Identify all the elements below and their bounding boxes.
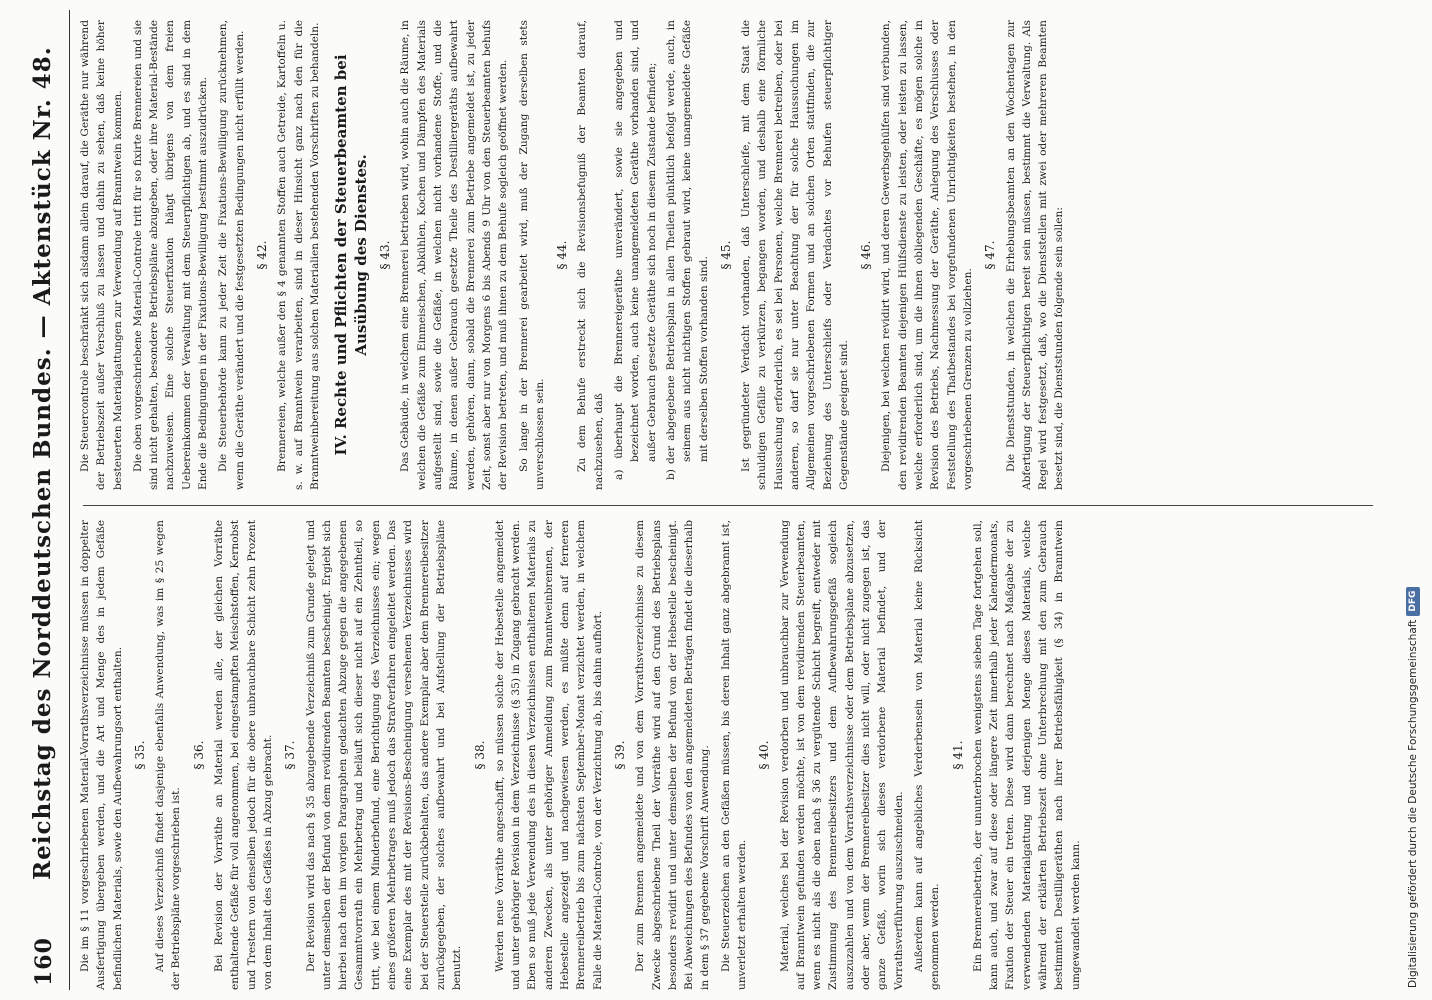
section-number: § 39.	[612, 740, 627, 770]
paragraph: Die Steuerzeichen an den Gefäßen müssen, bis deren Inhalt ganz abgebrannt ist, unverletzt erhalten werden.	[719, 520, 748, 990]
section-number: § 35.	[132, 740, 147, 770]
paragraph: Werden neue Vorräthe angeschafft, so müssen solche der Hebestelle angemeldet und unter gehöriger Revision in dem Verzeichnisse (§ 35) in Zugang gebracht werden. Eben so muß jede Verwendung des in diesen Verzeichnissen enthaltenen Materials zu anderen Zwecken, als unter gehöriger Anmeldung zum Branntweinbrennen, der Hebestelle angezeigt und nachgewiesen werden, es müßte denn auf ferneren Brennereibetrieb bis zum nächsten September-Monat verzichtet werden, in welchem Falle die Material-Controle, von der Verzichtung ab, bis dahin aufhört.	[493, 520, 604, 990]
paragraph: Zu dem Behufe erstreckt sich die Revisionsbefugniß der Beamten darauf, nachzusehen, daß	[576, 20, 605, 490]
paragraph: Außerdem kann auf angebliches Verderbensein von Material keine Rücksicht genommen werden.	[912, 520, 942, 990]
section-number: § 46.	[859, 240, 874, 270]
paragraph: Ein Brennereibetrieb, der ununterbrochen wenigstens sieben Tage fortgehen soll, kann auch, und zwar auf diese oder längere Zeit innerhalb jeder Kalendermonats, Fixation der Steuer ein treten. Diese wird dann berechnet nach Maßgabe der zu verwendenden Materialgattung und derjenigen Menge dieses Materials, welche während der erklärten Betriebszeit ohne Unterbrechung mit den zum Gebrauch bestimmten Destilligeräthen nach ihrer Betriebsfähigkeit (§ 34) in Branntwein umgewandelt werden kann.	[971, 520, 1082, 990]
paragraph: Der Revision wird das nach § 35 abzugebende Verzeichniß zum Grunde gelegt und unter demselben der Befund von dem revidirenden Beamten bescheinigt. Ergiebt sich hierbei nach dem im vorigen Paragraphen gedachten Abzuge gegen die angegebenen Gesammtvorrath ein Mehrbetrag und beläuft sich dieser nicht auf ein Zehntheil, so tritt, wie bei einem Minderbefund, eine Berichtigung des Verzeichnisses ein; wegen eines größeren Mehrbetrages muß jedoch das Strafverfahren eingeleitet werden. Das eine Exemplar des mit der Revisions-Bescheinigung versehenen Verzeichnisses wird bei der Steuerstelle zurückbehalten, das andere Exemplar aber dem Brennereibesitzer zurückgegeben, der solches aufbewahrt und bei Aufstellung der Betriebspläne benutzt.	[304, 520, 464, 990]
digitization-credit	[1400, 8, 1426, 988]
section-number: § 36.	[191, 740, 206, 770]
paragraph: Die oben vorgeschriebene Material-Controle tritt für so fixirte Brennereien und sie sind nicht gehalten, besondere Betriebspläne abzugeben, oder ihre Material-Bestände nachzuweisen. Eine solche Steuerfixation hängt übrigens von dem freien Uebereinkommen der Verwaltung mit dem Steuerpflichtigen ab, und es sind in dem Ende die Bedingungen in der Fixations-Bewilligung bestimmt auszudrücken.	[131, 20, 210, 490]
paragraph: Die Steuerbehörde kann zu jeder Zeit die Fixations-Bewilligung zurücknehmen, wenn die Geräthe verändert und die festgesetzten Bedingungen nicht erfüllt werden.	[217, 20, 246, 490]
paragraph: Auf dieses Verzeichniß findet dasjenige ebenfalls Anwendung, was im § 25 wegen der Betriebspläne vorgeschrieben ist.	[154, 520, 183, 990]
section-number: § 44.	[555, 240, 570, 270]
list-item: a) überhaupt die Brennereigeräthe unverändert, sowie sie angegeben und bezeichnet worden, auch keine unangemeldeten Geräthe vorhanden sind, und außer Gebrauch gesetzte Geräthe sich noch in diesem Zustande befinden;	[613, 20, 658, 480]
section-number: § 38.	[472, 740, 487, 770]
paragraph: Brennereien, welche außer den § 4 genannten Stoffen auch Getreide, Kartoffeln u. s. w. auf Branntwein verarbeiten, sind in dieser Hinsicht ganz nach den für die Branntweinbereitung aus solchen Materialien bestehenden Vorschriften zu behandeln.	[276, 20, 321, 490]
paragraph: Ist gegründeter Verdacht vorhanden, daß Unterschleife, mit dem Staat die schuldigen Gefälle zu verkürzen, begangen worden, und deshalb eine förmliche Haussuchung erforderlich, es sei bei Personen, welche Brennerei betreiben, oder bei anderen, so darf sie nur unter Beachtung der für solche Haussuchungen im Allgemeinen vorgeschriebenen Formen und an solchen Orten stattfinden, die zur Beziehung des Unterschleifs oder Verdachtes vor Behufen steuerpflichtiger Gegenstände geeignet sind.	[740, 20, 850, 490]
paragraph: Die Dienststunden, in welchen die Erhebungsbeamten an den Wochentagen zur Abfertigung der Steuerpflichtigen bereit sein müssen, bestimmt die Verwaltung. Als Regel wird festgesetzt, daß, wo die Dienststellen mit zwei oder mehreren Beamten besetzt sind, die Dienststunden folgende sein sollen:	[1004, 20, 1066, 490]
paragraph: Bei Revision der Vorräthe an Material werden alle, der gleichen Vorräthe enthaltende Gefäße für voll angenommen, bei eingestampften Meischstoffen, Kernobst und Trestern von denselben jedoch für die obere unbrauchbare Schicht zehn Prozent von dem Inhalt des Gefäßes in Abzug gebracht.	[213, 520, 274, 990]
paragraph: Das Gebäude, in welchem eine Brennerei betrieben wird, wohin auch die Räume, in welchen die Gefäße zum Einmeischen, Abkühlen, Kochen und Dämpfen des Materials aufgestellt sind, sowie die Gefäße, in welchen nicht vorhandene Stoffe, und die Räume, in denen außer Gebrauch gesetzte Theile des Destilliergeräths aufbewahrt werden, gehören, dann, sobald die Brennerei zum Betriebe angemeldet ist, zu jeder Zeit, sonst aber nur von Morgens 6 bis Abends 9 Uhr von den Steuerbeamten behufs der Revision betreten, und muß ihnen zu dem Behufe sogleich geöffnet werden.	[399, 20, 510, 490]
dfg-logo: DFG	[1406, 587, 1420, 616]
paragraph: Die Steuercontrole beschränkt sich alsdann allein darauf, die Geräthe nur während der Betriebszeit außer Verschluß zu lassen und dahin zu sehen, daß keine höher besteuerten Materialgattungen zur Verwendung auf Branntwein kommen.	[79, 20, 124, 490]
list-item: b) der abgegebene Betriebsplan in allen Theilen pünktlich befolgt werde, auch, in seinem aus nicht nichtigen Stoffen gebraut wird, keine unangemeldete Gefäße mit derselben Stoffen vorhanden sind.	[664, 20, 710, 480]
chapter-heading: IV. Rechte und Pflichten der Steuerbeamten bei Ausübung des Dienstes.	[332, 54, 371, 456]
column-divider	[83, 505, 1373, 506]
page-number: 160	[31, 937, 57, 986]
paragraph: Material, welches bei der Revision verdorben und unbrauchbar zur Verwendung auf Branntwein gefunden werden möchte, ist von dem revidirenden Steuerbeamten, wenn es nicht als die oben nach § 36 zu vergütende Schicht begreift, entweder mit Zustimmung des Brennereibesitzers und dem Aufbewahrungsgefäß sogleich auszuzahlen und von dem Vorrathsverzeichnisse oder dem Betriebsplane abzusetzen, oder aber, wenn der Brennereibesitzer dies nicht will, oder nicht zugegen ist, das ganze Gefäß, worin sich dieses verdorbene Material befindet, und der Vorrathsverführung auszuschneiden.	[778, 520, 905, 990]
page-header	[25, 10, 70, 990]
section-number: § 47.	[983, 240, 998, 270]
text-columns	[77, 10, 1387, 990]
paragraph: Der zum Brennen angemeldete und von dem Vorrathsverzeichnisse zu diesem Zwecke abgeschriebene Theil der Vorräthe wird auf den Grund des Betriebsplans besonders revidirt und unter demselben der Befund von der Hebestelle bescheinigt. Bei Abweichungen des Befundes von den angemeldeten Beträgen findet die dieserhalb in dem § 37 gegebene Vorschrift Anwendung.	[634, 520, 712, 990]
left-column	[77, 520, 1387, 990]
rotated-content	[25, 10, 1395, 990]
right-column	[77, 20, 1387, 490]
paragraph: Die im § 11 vorgeschriebenen Material-Vorrathsverzeichnisse müssen in doppelter Ausfertigung übergeben werden, und die Art und Menge des in jedem Gefäße befindlichen Materials, sowie den Aufbewahrungsort enthalten.	[79, 520, 124, 990]
section-number: § 37.	[283, 740, 298, 770]
paragraph: So lange in der Brennerei gearbeitet wird, muß der Zugang derselben stets unverschlossen sein.	[517, 20, 546, 490]
section-number: § 41.	[950, 740, 965, 770]
section-number: § 42.	[254, 240, 269, 270]
running-title: Reichstag des Norddeutschen Bundes. — Aktenstück Nr. 48.	[29, 46, 56, 880]
section-number: § 40.	[757, 740, 772, 770]
paragraph: Diejenigen, bei welchen revidirt wird, und deren Gewerbsgehülfen sind verbunden, den revidirenden Beamten diejenigen Hülfsdienste zu leisten, oder leisten zu lassen, welche erforderlich sind, um die ihnen obliegenden Geschäfte, es mögen solche in Revision des Betriebs, Nachmessung der Geräthe, Anlegung des Verschlusses oder Feststellung des Thatbestandes bei vorgefundenen Unrichtigkeiten bestehen, in den vorgeschriebenen Grenzen zu vollziehen.	[880, 20, 974, 490]
credit-text: Digitalisierung gefördert durch die Deutsche Forschungsgemeinschaft	[1407, 619, 1419, 988]
section-number: § 43.	[378, 240, 393, 270]
section-number: § 45.	[718, 240, 733, 270]
